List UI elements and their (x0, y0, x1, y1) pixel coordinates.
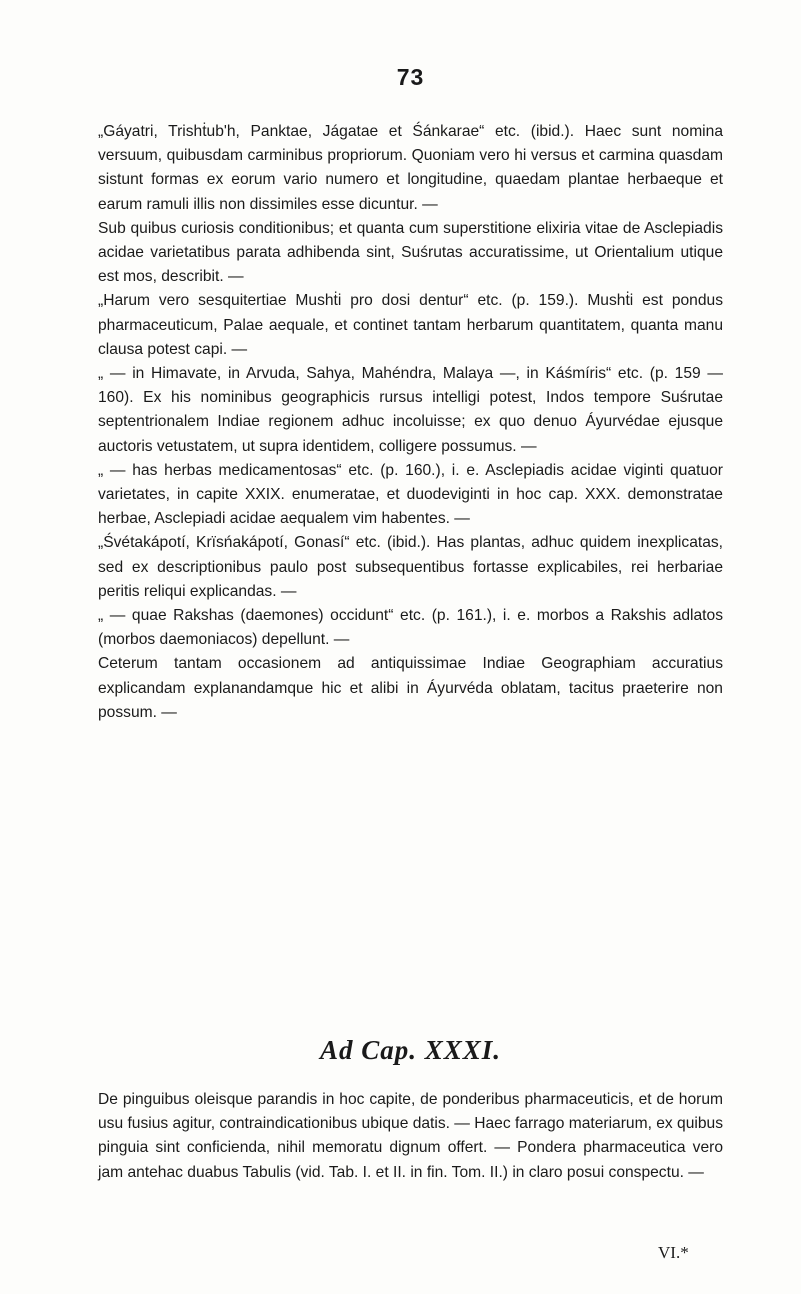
paragraph: Ceterum tantam occasionem ad antiquissimae Indiae Geographiam accuratius explicandam explanandamque hic et alibi in Áyurvéda oblatam, tacitus praeterire non possum. — (98, 655, 723, 721)
paragraph: „Gáyatri, Trishṫub'h, Panktae, Jágatae et Śánkarae“ etc. (ibid.). Haec sunt nomina versuum, quibusdam carminibus propriorum. Quoniam vero hi versus et carmina quasdam sistunt formas ex eorum vario numero et longitudine, quaedam plantae herbaeque et earum ramuli illis non dissimiles esse dicuntur. — (98, 123, 723, 213)
paragraph: „ — has herbas medicamentosas“ etc. (p. 160.), i. e. Asclepiadis acidae viginti quatuor varietates, in capite XXIX. enumeratae, et duodeviginti in hoc cap. XXX. demonstratae herbae, Asclepiadi acidae aequalem vim habentes. — (98, 461, 723, 528)
paragraph: De pinguibus oleisque parandis in hoc capite, de ponderibus pharmaceuticis, et de horum usu fusius agitur, contraindicationibus ubique datis. — Haec farrago materiarum, ex quibus pinguia sint conficienda, nihil memoratu dignum offert. — Pondera pharmaceutica vero jam antehac duabus Tabulis (vid. Tab. I. et II. in fin. Tom. II.) in claro posui conspectu. — (98, 1091, 723, 1181)
signature-mark: VI.* (658, 1243, 689, 1262)
paragraph: „ — quae Rakshas (daemones) occidunt“ etc. (p. 161.), i. e. morbos a Rakshis adlatos (morbos daemoniacos) depellunt. — (98, 607, 723, 649)
paragraph: „Śvétakápotí, Krïsńakápotí, Gonasí“ etc. (ibid.). Has plantas, adhuc quidem inexplicatas, sed ex descriptionibus paulo post subsequentibus fortasse explicabiles, rei herbariae peritis reliqui explicandas. — (98, 534, 723, 600)
page-number: 73 (396, 64, 425, 90)
paragraph: „ — in Himavate, in Arvuda, Sahya, Mahéndra, Malaya —, in Káśmíris“ etc. (p. 159 — 160). Ex his nominibus geographicis rursus intelligi potest, Indos tempore Suśrutae septentrionalem Indiae regionem adhuc incoluisse; ex quo denuo Áyurvédae ejusque auctoris vetustatem, ut supra identidem, colligere possumus. — (98, 365, 723, 455)
section-heading: Ad Cap. XXXI. (319, 1035, 502, 1065)
section-text (98, 1088, 723, 1185)
commentary-text (98, 120, 723, 725)
paragraph: „Harum vero sesquitertiae Mushṫi pro dosi dentur“ etc. (p. 159.). Mushṫi est pondus pharmaceuticum, Palae aequale, et continet tantam herbarum quantitatem, quanta manu clausa potest capi. — (98, 292, 723, 358)
book-page (98, 0, 723, 1294)
paragraph: Sub quibus curiosis conditionibus; et quanta cum superstitione elixiria vitae de Asclepiadis acidae varietatibus parata adhibenda sint, Suśrutas accuratissime, ut Orientalium utique est mos, describit. — (98, 219, 723, 286)
